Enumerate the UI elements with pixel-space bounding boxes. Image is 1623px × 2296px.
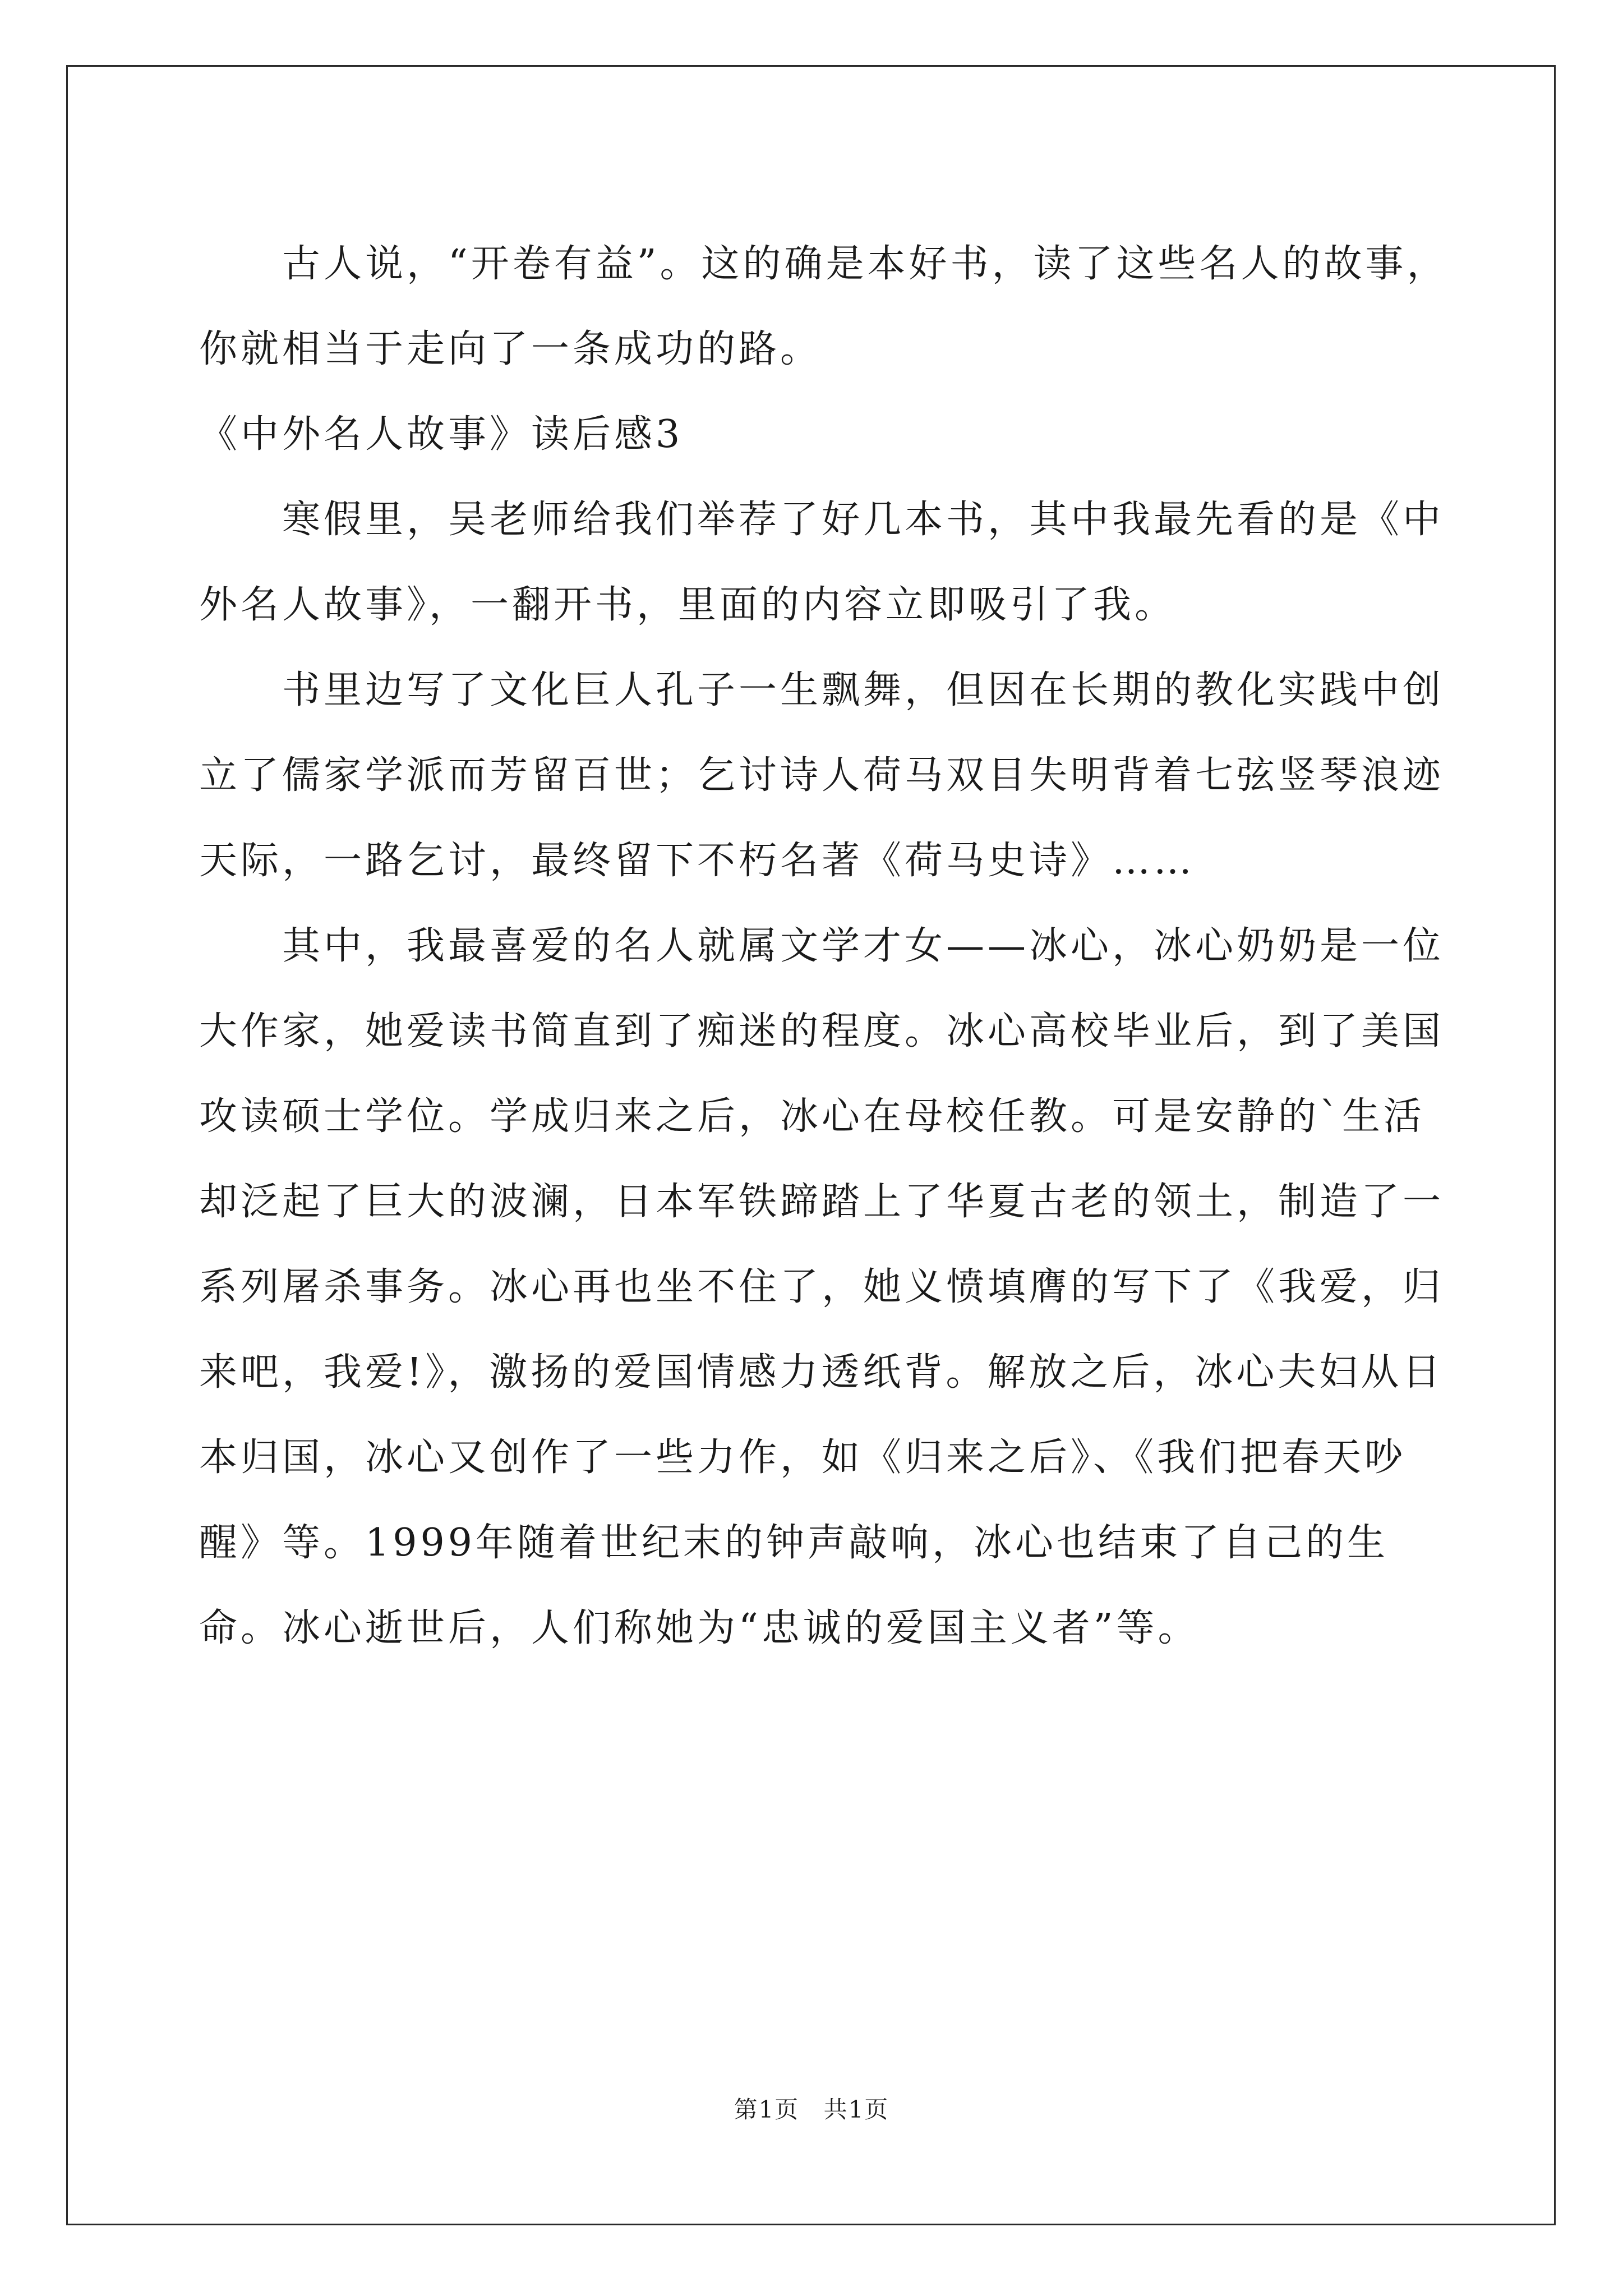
paragraph-confucius-homer: 书里边写了文化巨人孔子一生飘舞，但因在长期的教化实践中创立了儒家学派而芳留百世；乞讨诗人荷马双目失明背着七弦竖琴浪迹天际，一路乞讨，最终留下不朽名著《荷马史诗》…… xyxy=(199,668,1445,883)
page-number: 第1页 xyxy=(734,2096,800,2123)
section-heading: 《中外名人故事》读后感3 xyxy=(199,412,684,457)
page-total: 共1页 xyxy=(823,2096,889,2123)
page-footer xyxy=(0,2091,1623,2125)
paragraph-bingxin: 其中，我最喜爱的名人就属文学才女——冰心，冰心奶奶是一位大作家，她爱读书简直到了痴迷的程度。冰心高校毕业后，到了美国攻读硕士学位。学成归来之后，冰心在母校任教。可是安静的`生活却泛起了巨大的波澜，日本军铁蹄踏上了华夏古老的领土，制造了一系列屠杀事务。冰心再也坐不住了，她义愤填膺的写下了《我爱，归来吧，我爱!》，激扬的爱国情感力透纸背。解放之后，冰心夫妇从日本归国，冰心又创作了一些力作，如《归来之后》、《我们把春天吵醒》等。1999年随着世纪末的钟声敲响，冰心也结束了自己的生命。冰心逝世后，人们称她为“忠诚的爱国主义者”等。 xyxy=(199,924,1445,1650)
paragraph-opening: 古人说，“开卷有益”。这的确是本好书，读了这些名人的故事，你就相当于走向了一条成功的路。 xyxy=(199,242,1449,371)
paragraph-winter-vacation: 寒假里，吴老师给我们举荐了好几本书，其中我最先看的是《中外名人故事》，一翻开书，里面的内容立即吸引了我。 xyxy=(199,498,1445,627)
document-body xyxy=(199,222,1458,1671)
